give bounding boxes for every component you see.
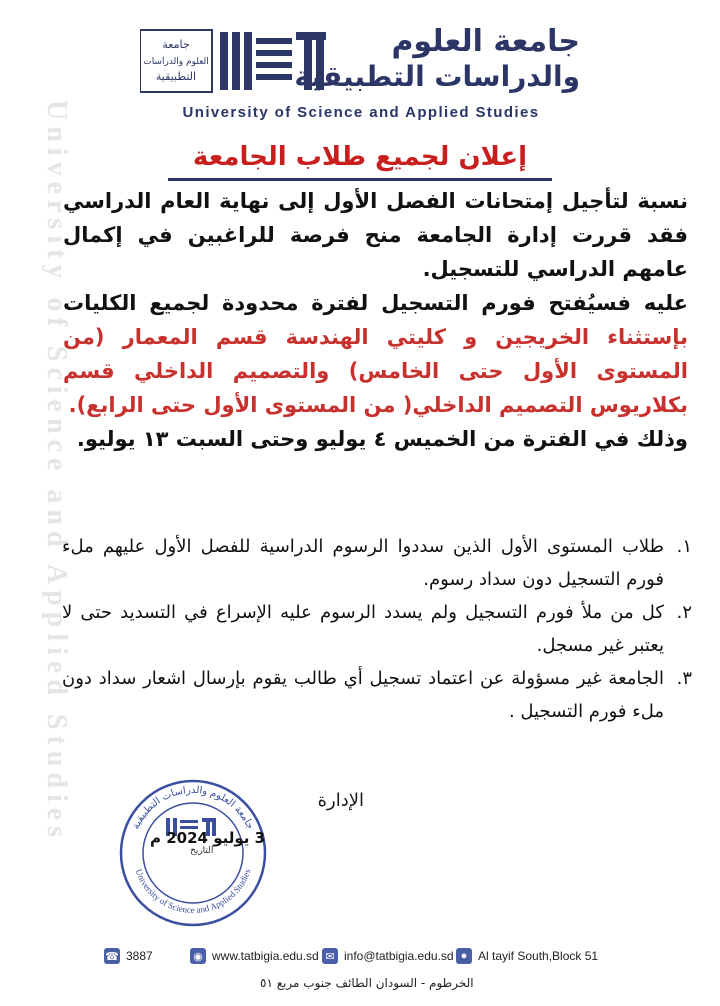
- body-paragraph-2: [63, 286, 688, 422]
- university-name-en: University of Science and Applied Studies: [182, 104, 540, 121]
- list-item: [62, 530, 692, 596]
- footer: [0, 944, 720, 1006]
- location-pin-icon: ●: [456, 948, 472, 964]
- footer-email[interactable]: [322, 948, 454, 964]
- footer-address-text: Al tayif South,Block 51: [478, 949, 599, 963]
- logo-small-line2: العلوم والدراسات: [143, 57, 209, 67]
- university-name-ar-line2: والدراسات التطبيقية: [294, 60, 580, 93]
- logo-small-line3: التطبيقية: [155, 70, 197, 83]
- globe-icon: ◉: [190, 948, 206, 964]
- seal-date-label: التاريخ: [190, 846, 214, 856]
- footer-address: [456, 948, 598, 964]
- announcement-body: [63, 184, 688, 456]
- seal-ring-en: University of Science and Applied Studies: [133, 867, 253, 916]
- announcement-title: إعلان لجميع طلاب الجامعة: [192, 142, 528, 172]
- logo-small-line1: جامعة: [162, 38, 190, 51]
- list-item: [62, 662, 692, 728]
- notes-list: [62, 530, 692, 728]
- footer-website-text[interactable]: www.tatbigia.edu.sd: [212, 949, 319, 963]
- list-item-text: كل من ملأ فورم التسجيل ولم يسدد الرسوم عليه الإسراع في التسديد حتى لا يعتبر غير مسجل.: [62, 602, 664, 656]
- mail-icon: ✉: [322, 948, 338, 964]
- seal-date: 3 يوليو 2024 م: [150, 829, 266, 847]
- list-item-text: طلاب المستوى الأول الذين سددوا الرسوم الدراسية للفصل الأول عليهم ملء فورم التسجيل دون سداد رسوم.: [62, 536, 664, 590]
- svg-text:University of Science and Appl: [134, 867, 253, 915]
- university-name-ar-line1: جامعة العلوم: [391, 24, 580, 59]
- body-paragraph-2-start: عليه فسيُفتح فورم التسجيل لفترة محدودة لجميع الكليات: [63, 291, 688, 315]
- footer-website[interactable]: [190, 948, 319, 964]
- body-paragraph-3: وذلك في الفترة من الخميس ٤ يوليو وحتى السبت ١٣ يوليو.: [76, 427, 688, 451]
- body-paragraph-2-exception: بإستثناء الخريجين و كليتي الهندسة قسم المعمار (من المستوى الأول حتى الخامس) والتصميم الداخلي قسم بكلاريوس التصميم الداخلي( من المستوى الأول حتى الرابع).: [63, 325, 688, 417]
- seal-ring-ar: جامعة العلوم والدراسات التطبيقية: [130, 784, 256, 832]
- footer-address-ar: الخرطوم - السودان الطائف جنوب مربع ٥١: [260, 976, 474, 990]
- list-item-text: الجامعة غير مسؤولة عن اعتماد تسجيل أي طالب يقوم بإرسال اشعار سداد دون ملء فورم التسجيل .: [62, 668, 664, 722]
- svg-text:جامعة العلوم والدراسات التطبيق: [130, 785, 255, 831]
- title-underline: [168, 178, 552, 181]
- vertical-watermark: University of Science and Applied Studies: [41, 100, 72, 844]
- footer-phone-text: 3887: [126, 949, 153, 963]
- list-item: [62, 596, 692, 662]
- list-item-number: ١.: [676, 536, 692, 557]
- phone-icon: ☎: [104, 948, 120, 964]
- signature-administration: الإدارة: [317, 790, 364, 811]
- list-item-number: ٢.: [676, 602, 692, 623]
- footer-phone: [104, 948, 153, 964]
- body-paragraph-1: نسبة لتأجيل إمتحانات الفصل الأول إلى نهاية العام الدراسي فقد قررت إدارة الجامعة منح فرصة للراغبين في إكمال عامهم الدراسي للتسجيل.: [63, 189, 688, 281]
- list-item-number: ٣.: [676, 668, 692, 689]
- footer-email-text[interactable]: info@tatbigia.edu.sd: [344, 949, 454, 963]
